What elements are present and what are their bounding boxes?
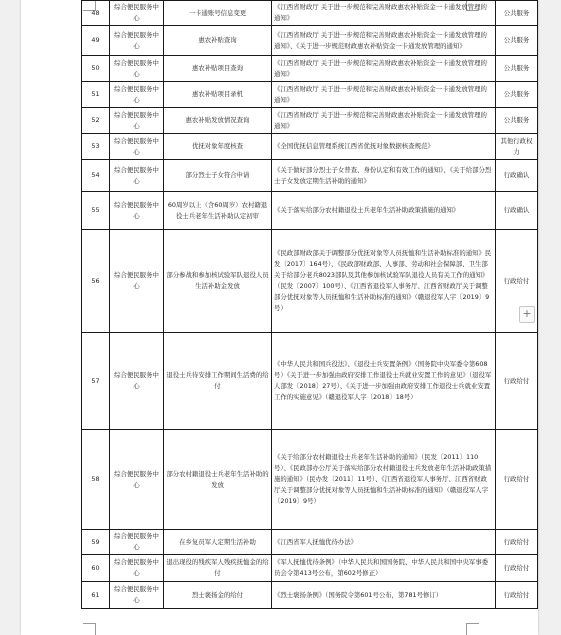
table-body (82, 1, 538, 609)
department-cell: 综合便民服务中心 (110, 582, 164, 609)
service-name-cell: 退出现役的残疾军人残疾抚恤金的给付 (164, 555, 272, 582)
service-name-cell: 在乡复员军人定期生活补助 (164, 530, 272, 555)
legal-basis-cell: 《烈士褒扬条例》（国务院令第601号公布，第781号修订） (272, 582, 496, 609)
service-name-cell: 部分烈士子女符合申请 (164, 160, 272, 192)
service-name-cell: 部分农村籍退役士兵老年生活补助的发放 (164, 430, 272, 530)
service-type-cell: 其他行政权力 (496, 134, 538, 160)
row-number: 58 (82, 430, 110, 530)
service-type-cell: 公共服务 (496, 1, 538, 26)
document-page (21, 0, 538, 635)
legal-basis-cell: 《关于落实给部分农村籍退役士兵老年生活补助政策措施的通知》 (272, 192, 496, 230)
service-name-cell: 惠农补贴查询 (164, 26, 272, 56)
service-type-cell: 公共服务 (496, 56, 538, 82)
service-type-cell: 行政给付 (496, 555, 538, 582)
table-row (82, 108, 538, 134)
legal-basis-cell: 《中华人民共和国兵役法》、《退役士兵安置条例》（国务院中央军委令第608号）《关于进一步加强由政府安排工作退役士兵就业安置工作的意见》（退役军人部发〔2018〕27号）、《关于进一步加强由政府安排工作退役士兵就业安置工作的实施意见》（赣退役军人字〔2018〕18号） (272, 333, 496, 430)
department-cell: 综合便民服务中心 (110, 56, 164, 82)
service-name-cell: 惠农补贴项目录机 (164, 82, 272, 108)
department-cell: 综合便民服务中心 (110, 26, 164, 56)
row-number: 52 (82, 108, 110, 134)
table-row (82, 333, 538, 430)
legal-basis-cell: 《全国优抚信息管理系统江西省优抚对象数据核查规范》 (272, 134, 496, 160)
service-type-cell: 公共服务 (496, 26, 538, 56)
department-cell: 综合便民服务中心 (110, 192, 164, 230)
service-name-cell: 退役士兵待安排工作期间生活费的给付 (164, 333, 272, 430)
legal-basis-cell: 《江西省财政厅 关于进一步规范和完善财政惠农补贴资金一卡通发放管理的通知》 (272, 56, 496, 82)
row-number: 56 (82, 230, 110, 333)
row-number: 48 (82, 1, 110, 26)
row-number: 50 (82, 56, 110, 82)
row-number: 55 (82, 192, 110, 230)
service-type-cell: 行政给付 (496, 582, 538, 609)
service-type-cell: 公共服务 (496, 82, 538, 108)
legal-basis-cell: 《民政部财政部关于调整部分优抚对象等人员抚恤和生活补助标准的通知》民发〔2017〕164号）、《民政部财政部、人事部、劳动和社会保障部、卫生部关于给部分老兵8023部队及其他参加核试验军队退役人员有关工作的通知》（民发〔2007〕100号）、《江西省退役军人事务厅、江西省财政厅关于调整部分优抚对象等人员抚恤和生活补助标准的通知》（赣退役军人字〔2019〕9号） (272, 230, 496, 333)
table-row (82, 160, 538, 192)
service-name-cell: 惠农补贴发放情况查询 (164, 108, 272, 134)
plus-icon: + (522, 307, 532, 320)
department-cell: 综合便民服务中心 (110, 134, 164, 160)
table-row (82, 582, 538, 609)
service-type-cell: 行政给付 (496, 430, 538, 530)
legal-basis-cell: 《江西省军人抚恤优待办法》 (272, 530, 496, 555)
service-type-cell: 行政给付 (496, 530, 538, 555)
service-type-cell: 行政确认 (496, 192, 538, 230)
legal-basis-cell: 《关于做好部分烈士子女普查、身份认定和有效工作的通知》、《关于给部分烈士子女发放定期生活补助的通知》 (272, 160, 496, 192)
table-row (82, 555, 538, 582)
service-name-cell: 惠农补贴项目查询 (164, 56, 272, 82)
legal-basis-cell: 《江西省财政厅 关于进一步规范和完善财政惠农补贴资金一卡通发放管理的通知》 (272, 108, 496, 134)
row-number: 61 (82, 582, 110, 609)
service-type-cell: 公共服务 (496, 108, 538, 134)
table-row (82, 82, 538, 108)
row-number: 53 (82, 134, 110, 160)
department-cell: 综合便民服务中心 (110, 530, 164, 555)
service-name-cell: 烈士褒扬金的给付 (164, 582, 272, 609)
table-row (82, 56, 538, 82)
table-row (82, 230, 538, 333)
service-name-cell: 60周岁以上（含60周岁）农村籍退役士兵老年生活补助认定初审 (164, 192, 272, 230)
row-number: 51 (82, 82, 110, 108)
table-row (82, 134, 538, 160)
legal-basis-cell: 《关于给部分农村籍退役士兵老年生活补助的通知》（民发〔2011〕110号）、《民政部办公厅关于落实给部分农村籍退役士兵发放老年生活补助政策措施的通知》（民办发〔2011〕11号）、《江西省退役军人事务厅、江西省财政厅关于调整部分优抚对象等人员抚恤和生活补助标准的通知》（赣退役军人字〔2019〕9号） (272, 430, 496, 530)
legal-basis-cell: 《江西省财政厅 关于进一步规范和完善财政惠农补贴资金一卡通发放管理的通知》 (272, 82, 496, 108)
service-name-cell: 部分参战和参加核试验军队退役人员生活补助金发放 (164, 230, 272, 333)
margin-corner-bottom-right (466, 623, 479, 635)
service-type-cell: 行政给付 (496, 333, 538, 430)
table-row (82, 530, 538, 555)
department-cell: 综合便民服务中心 (110, 1, 164, 26)
department-cell: 综合便民服务中心 (110, 555, 164, 582)
service-type-cell: 行政给付 (496, 230, 538, 333)
row-number: 59 (82, 530, 110, 555)
service-list-table (81, 0, 538, 609)
table-row (82, 430, 538, 530)
row-number: 57 (82, 333, 110, 430)
department-cell: 综合便民服务中心 (110, 160, 164, 192)
table-row (82, 26, 538, 56)
department-cell: 综合便民服务中心 (110, 430, 164, 530)
service-name-cell: 一卡通账号信息变更 (164, 1, 272, 26)
margin-corner-bottom-left (83, 623, 96, 635)
table-row (82, 1, 538, 26)
department-cell: 综合便民服务中心 (110, 333, 164, 430)
table-row (82, 192, 538, 230)
department-cell: 综合便民服务中心 (110, 230, 164, 333)
row-number: 49 (82, 26, 110, 56)
legal-basis-cell: 《江西省财政厅 关于进一步规范和完善财政惠农补贴资金一卡通发放管理的通知》 (272, 1, 496, 26)
row-number: 54 (82, 160, 110, 192)
department-cell: 综合便民服务中心 (110, 82, 164, 108)
add-button[interactable] (519, 306, 535, 323)
legal-basis-cell: 《军人抚恤优待条例》（中华人民共和国国务院、中华人民共和国中央军事委员会令第413号公布，第602号修正） (272, 555, 496, 582)
department-cell: 综合便民服务中心 (110, 108, 164, 134)
service-type-cell: 行政确认 (496, 160, 538, 192)
service-name-cell: 优抚对象年度核查 (164, 134, 272, 160)
row-number: 60 (82, 555, 110, 582)
legal-basis-cell: 《江西省财政厅 关于进一步规范和完善财政惠农补贴资金一卡通发放管理的通知》、《关于进一步规范财政惠农补贴资金一卡通发放管理的通知》 (272, 26, 496, 56)
